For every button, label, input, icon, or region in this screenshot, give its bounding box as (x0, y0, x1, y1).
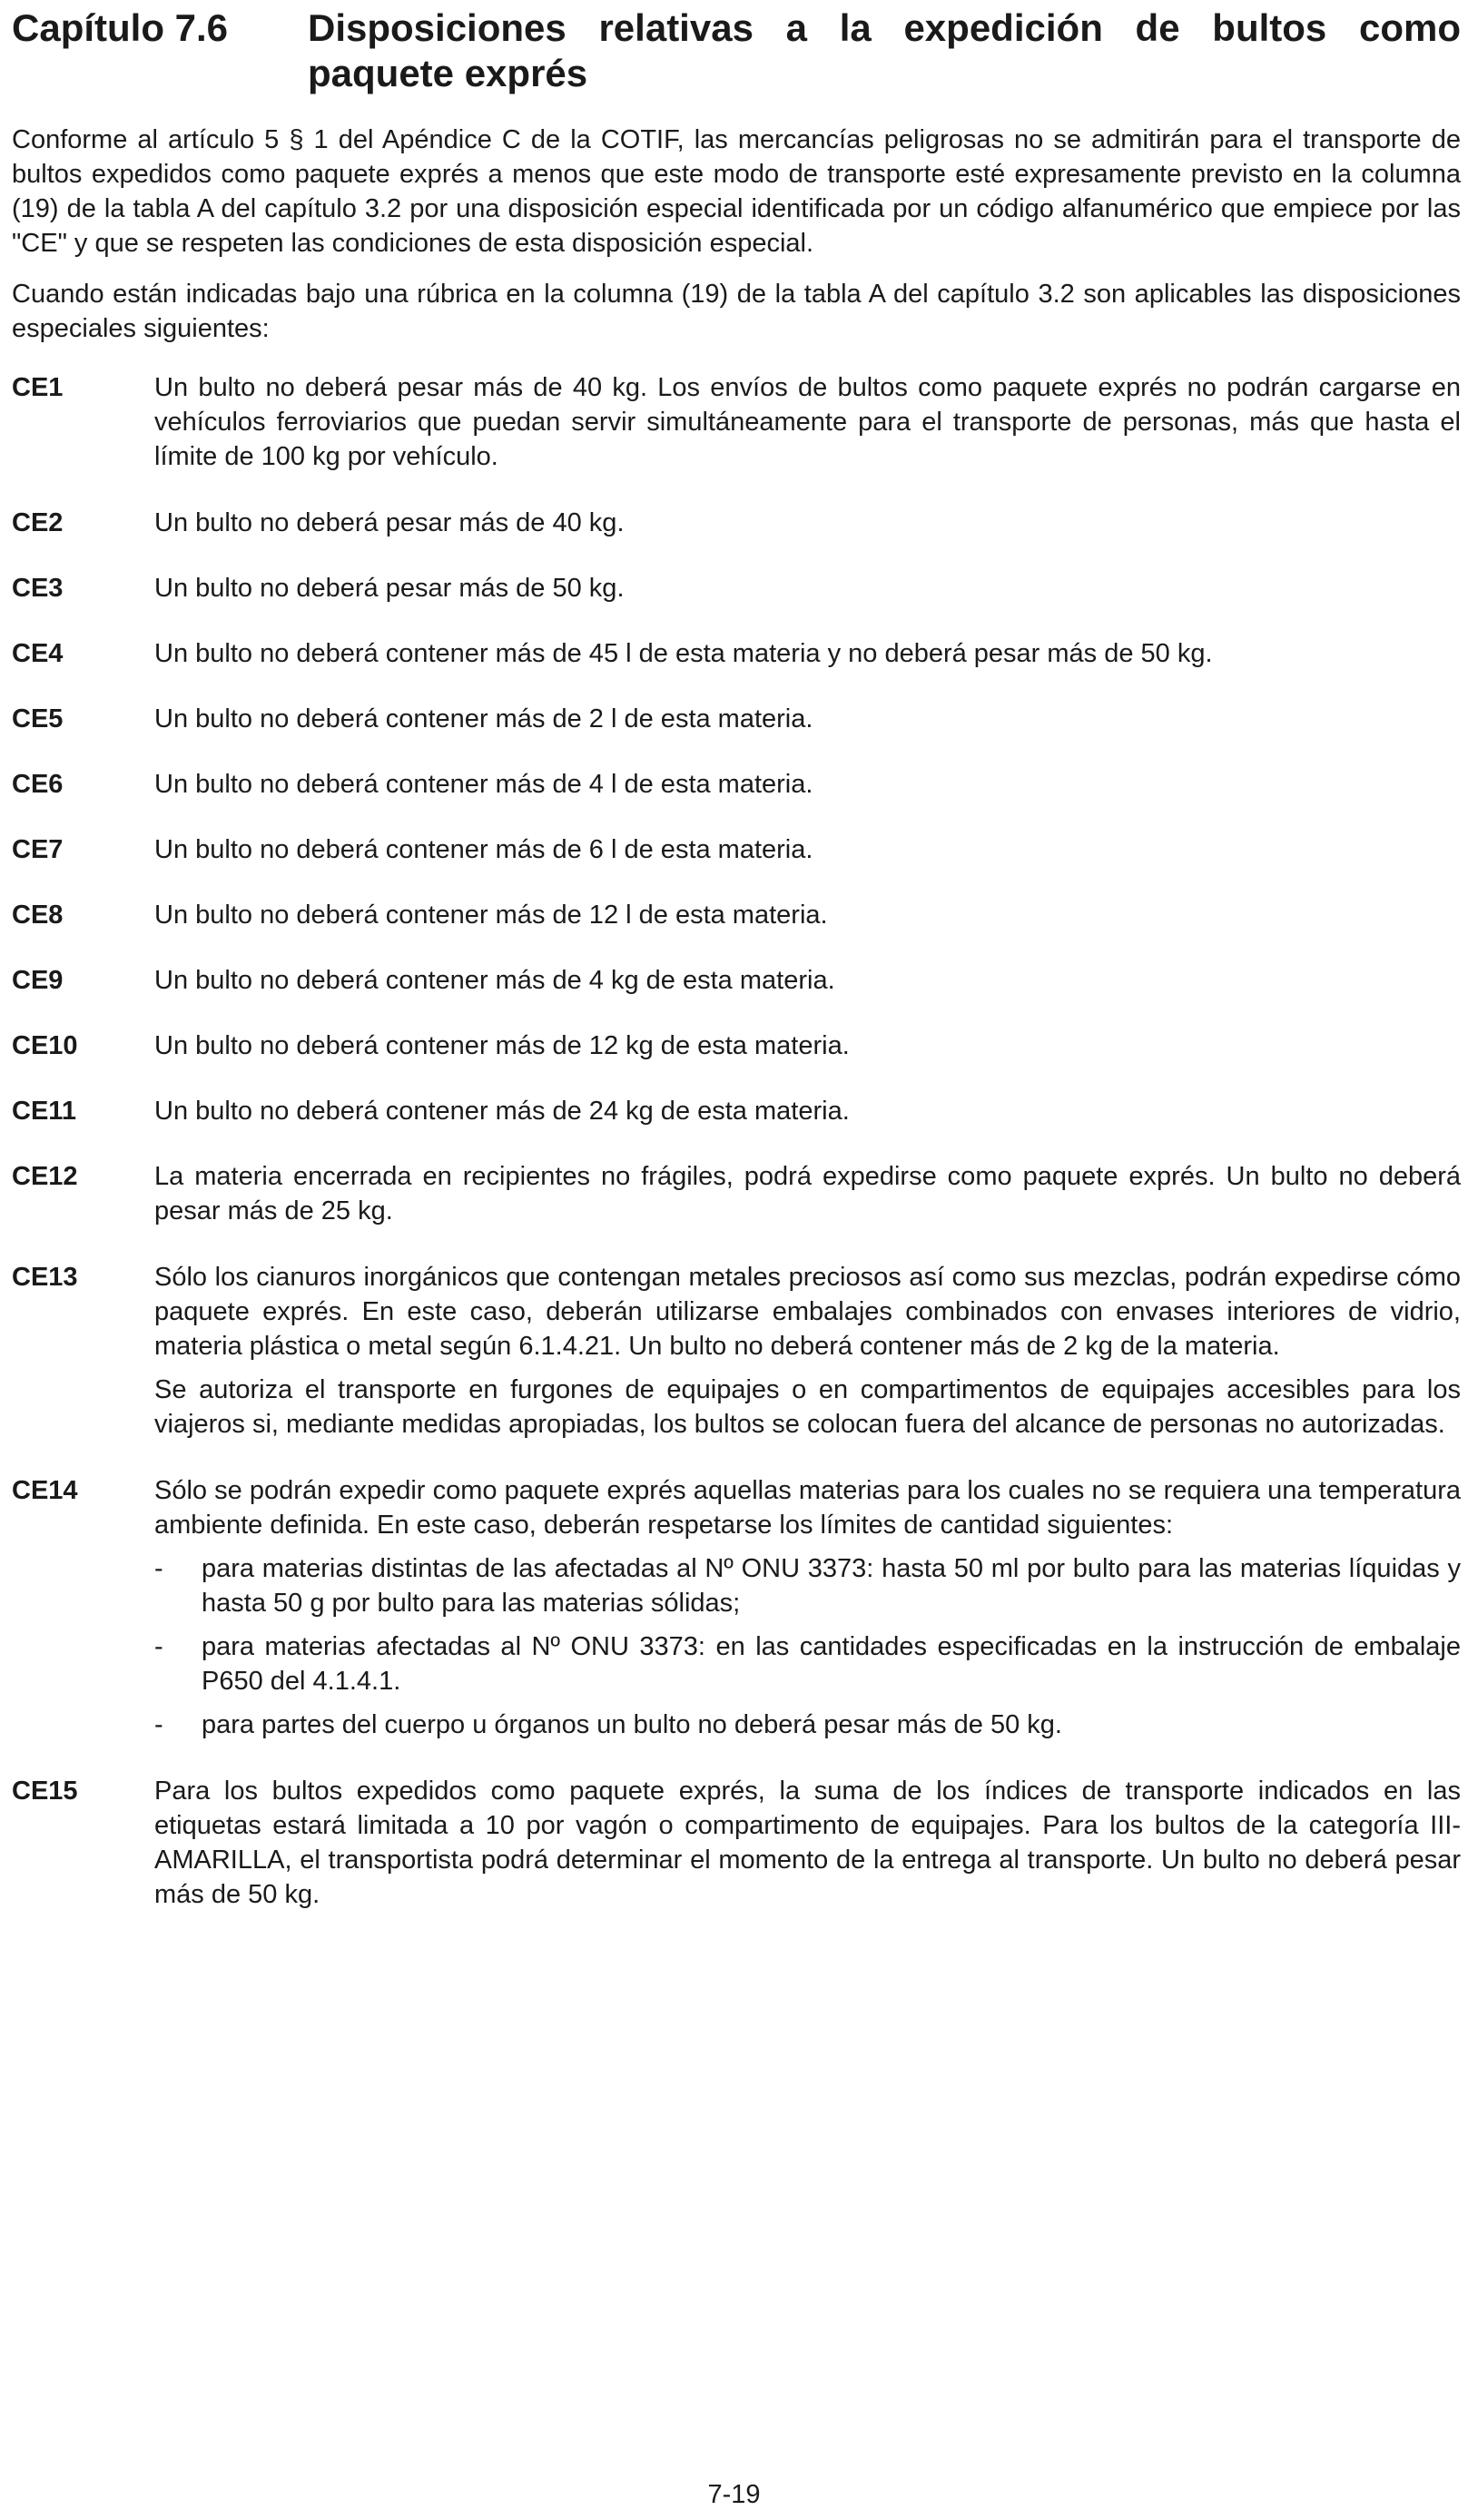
list-item (154, 1551, 1461, 1620)
provision-text: Un bulto no deberá contener más de 4 kg de esta materia. (154, 966, 835, 995)
provision-ce3 (12, 571, 1461, 605)
provision-code: CE10 (12, 1031, 78, 1060)
provision-text: Un bulto no deberá contener más de 6 l de esta materia. (154, 835, 813, 864)
provision-text: Un bulto no deberá pesar más de 40 kg. Los envíos de bultos como paquete exprés no podrán cargarse en vehículos ferroviarios que puedan servir simultáneamente para el transporte de personas, más que hasta el límite de 100 kg por vehículo. (154, 373, 1461, 471)
provision-ce2 (12, 506, 1461, 540)
provision-body (154, 1473, 1461, 1742)
provision-text: Un bulto no deberá contener más de 4 l de esta materia. (154, 770, 813, 799)
provision-text: Sólo se podrán expedir como paquete exprés aquellas materias para los cuales no se requiera una temperatura ambiente definida. En este caso, deberán respetarse los límites de cantidad siguientes: (154, 1476, 1461, 1540)
provision-ce12 (12, 1159, 1461, 1228)
provision-body (154, 1260, 1461, 1442)
provision-text: Un bulto no deberá pesar más de 50 kg. (154, 574, 625, 603)
provision-ce6 (12, 767, 1461, 802)
provision-text: Para los bultos expedidos como paquete exprés, la suma de los índices de transporte indicados en las etiquetas estará limitada a 10 por vagón o compartimento de equipajes. Para los bultos de la categoría III-AMARILLA, el transportista podrá determinar el momento de la entrega al transporte. Un bulto no deberá pesar más de 50 kg. (154, 1777, 1461, 1909)
provision-ce8 (12, 898, 1461, 932)
provision-text: Un bulto no deberá pesar más de 40 kg. (154, 508, 625, 537)
provision-code: CE2 (12, 508, 64, 537)
document-page (12, 0, 1461, 1944)
provision-ce7 (12, 832, 1461, 867)
provisions-list (12, 370, 1461, 1912)
provision-text: Sólo los cianuros inorgánicos que contengan metales preciosos así como sus mezclas, podrán expedirse cómo paquete exprés. En este caso, deberán utilizarse embalajes combinados con envases interiores de vidrio, materia plástica o metal según 6.1.4.21. Un bulto no deberá contener más de 2 kg de la materia. (154, 1263, 1461, 1361)
dash-marker: - (154, 1632, 163, 1661)
provision-ce13 (12, 1260, 1461, 1442)
chapter-number: Capítulo 7.6 (12, 6, 229, 49)
provision-ce9 (12, 963, 1461, 998)
intro-section (12, 123, 1461, 346)
intro-paragraph: Conforme al artículo 5 § 1 del Apéndice C de la COTIF, las mercancías peligrosas no se admitirán para el transporte de bultos expedidos como paquete exprés a menos que este modo de transporte esté expresamente previsto en la columna (19) de la tabla A del capítulo 3.2 por una disposición especial identificada por un código alfanumérico que empiece por las "CE" y que se respeten las condiciones de esta disposición especial. (12, 125, 1461, 258)
provision-code: CE5 (12, 704, 64, 733)
provision-code: CE12 (12, 1162, 78, 1191)
provision-text: Un bulto no deberá contener más de 2 l de esta materia. (154, 704, 813, 733)
provision-ce10 (12, 1029, 1461, 1063)
provision-code: CE11 (12, 1097, 76, 1126)
dash-list (154, 1551, 1461, 1742)
provision-text: Se autoriza el transporte en furgones de equipajes o en compartimentos de equipajes accesibles para los viajeros si, mediante medidas apropiadas, los bultos se colocan fuera del alcance de personas no autorizadas. (154, 1375, 1461, 1439)
provision-text: Un bulto no deberá contener más de 24 kg de esta materia. (154, 1097, 850, 1126)
provision-ce15 (12, 1774, 1461, 1912)
list-item (154, 1708, 1461, 1742)
provision-text: Un bulto no deberá contener más de 12 kg de esta materia. (154, 1031, 850, 1060)
provision-code: CE15 (12, 1777, 78, 1806)
provision-ce4 (12, 636, 1461, 671)
provision-text: Un bulto no deberá contener más de 45 l de esta materia y no deberá pesar más de 50 kg. (154, 639, 1213, 668)
provision-code: CE7 (12, 835, 64, 864)
intro-paragraph: Cuando están indicadas bajo una rúbrica en la columna (19) de la tabla A del capítulo 3.2 son aplicables las disposiciones especiales siguientes: (12, 280, 1461, 343)
chapter-title: Disposiciones relativas a la expedición de bultos como paquete exprés (308, 6, 1461, 94)
provision-code: CE1 (12, 373, 64, 402)
provision-code: CE6 (12, 770, 64, 799)
list-item (154, 1629, 1461, 1698)
provision-ce14 (12, 1473, 1461, 1742)
provision-code: CE4 (12, 639, 64, 668)
list-item-text: para materias afectadas al Nº ONU 3373: en las cantidades especificadas en la instrucción de embalaje P650 del 4.1.4.1. (202, 1632, 1461, 1696)
provision-ce11 (12, 1094, 1461, 1128)
chapter-header (12, 0, 1461, 96)
list-item-text: para materias distintas de las afectadas al Nº ONU 3373: hasta 50 ml por bulto para las materias líquidas y hasta 50 g por bulto para las materias sólidas; (202, 1554, 1461, 1618)
provision-code: CE8 (12, 901, 64, 930)
provision-ce1 (12, 370, 1461, 474)
provision-code: CE3 (12, 574, 64, 603)
provision-code: CE14 (12, 1476, 78, 1505)
list-item-text: para partes del cuerpo u órganos un bulto no deberá pesar más de 50 kg. (202, 1710, 1062, 1739)
provision-text: La materia encerrada en recipientes no frágiles, podrá expedirse como paquete exprés. Un bulto no deberá pesar más de 25 kg. (154, 1162, 1461, 1226)
provision-text: Un bulto no deberá contener más de 12 l de esta materia. (154, 901, 828, 930)
page-number: 7-19 (707, 2480, 761, 2509)
provision-code: CE9 (12, 966, 64, 995)
dash-marker: - (154, 1554, 163, 1583)
provision-code: CE13 (12, 1263, 78, 1292)
provision-ce5 (12, 702, 1461, 736)
dash-marker: - (154, 1710, 163, 1739)
